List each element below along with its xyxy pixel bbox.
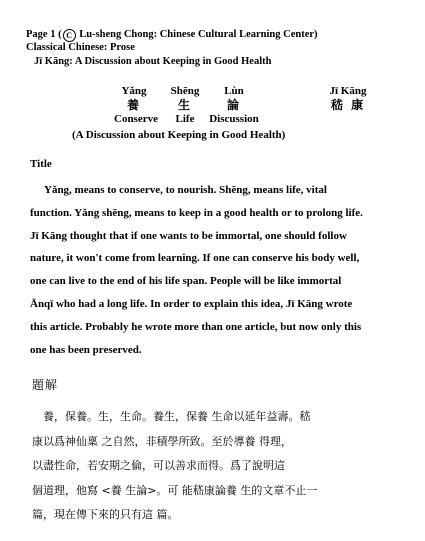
chinese-line: 以盡性命，若安期之倫，可以善求而得。爲了說明這 (32, 459, 285, 472)
header-source: Lu-sheng Chong: Chinese Cultural Learning Center) (79, 29, 318, 40)
english-line: nature, it won't come from learning. If one can conserve his body well, (30, 252, 360, 265)
english-line: this article. Probably he wrote more than one article, but now only this (30, 320, 362, 333)
hanzi-yang: 養 (126, 98, 141, 112)
hanzi-author: 嵇 康 (330, 98, 366, 112)
title-char-sheng (168, 85, 202, 126)
header-page-label: Page 1 ( (26, 29, 62, 40)
english-line: Jī Kāng thought that if one wants to be immortal, one should follow (30, 229, 347, 242)
english-line: Yǎng, means to conserve, to nourish. Shēng, means life, vital (44, 184, 327, 196)
chinese-line: 個道理，他寫 <養 生論>。可 能嵇康論養 生的文章不止一 (32, 483, 318, 497)
gloss-yang: Conserve (114, 113, 158, 125)
author-name (325, 85, 371, 113)
gloss-lun: Discussion (209, 113, 259, 125)
hanzi-lun: 論 (226, 98, 241, 112)
english-line: function. Yǎng shēng, means to keep in a good health or to prolong life. (30, 206, 363, 219)
header-line-2: Classical Chinese: Prose (26, 42, 135, 53)
chinese-line: 篇，現在傳下來的只有這 篇。 (32, 508, 179, 521)
english-line: one can live to the end of his life span. People will be like immortal (30, 275, 342, 288)
header-line-1 (26, 28, 318, 42)
copyright-icon: C (63, 29, 76, 42)
gloss-sheng: Life (175, 113, 195, 125)
chinese-line: 養，保養。生，生命。養生，保養 生命以延年益壽。嵇 (32, 410, 311, 423)
chinese-paragraph (32, 405, 412, 528)
chinese-heading: 題解 (32, 378, 59, 392)
title-char-lun (203, 85, 265, 126)
pinyin-yang: Yǎng (121, 85, 147, 97)
english-line: one has been preserved. (30, 343, 142, 356)
pinyin-author: Jī Kāng (329, 85, 367, 97)
chinese-line: 康以爲神仙稟 之自然，非積學所致。至於導養 得理， (32, 434, 292, 448)
pinyin-lun: Lùn (224, 85, 244, 97)
subtitle: (A Discussion about Keeping in Good Health) (72, 129, 286, 141)
title-char-yang (114, 85, 158, 126)
english-line: Ānqī who had a long life. In order to explain this idea, Jī Kāng wrote (30, 297, 353, 310)
header-line-3: Jī Kāng: A Discussion about Keeping in Good Health (34, 56, 272, 67)
english-paragraph (30, 179, 410, 361)
pinyin-sheng: Shēng (170, 85, 200, 97)
hanzi-sheng: 生 (177, 98, 192, 112)
title-label: Title (30, 158, 52, 170)
